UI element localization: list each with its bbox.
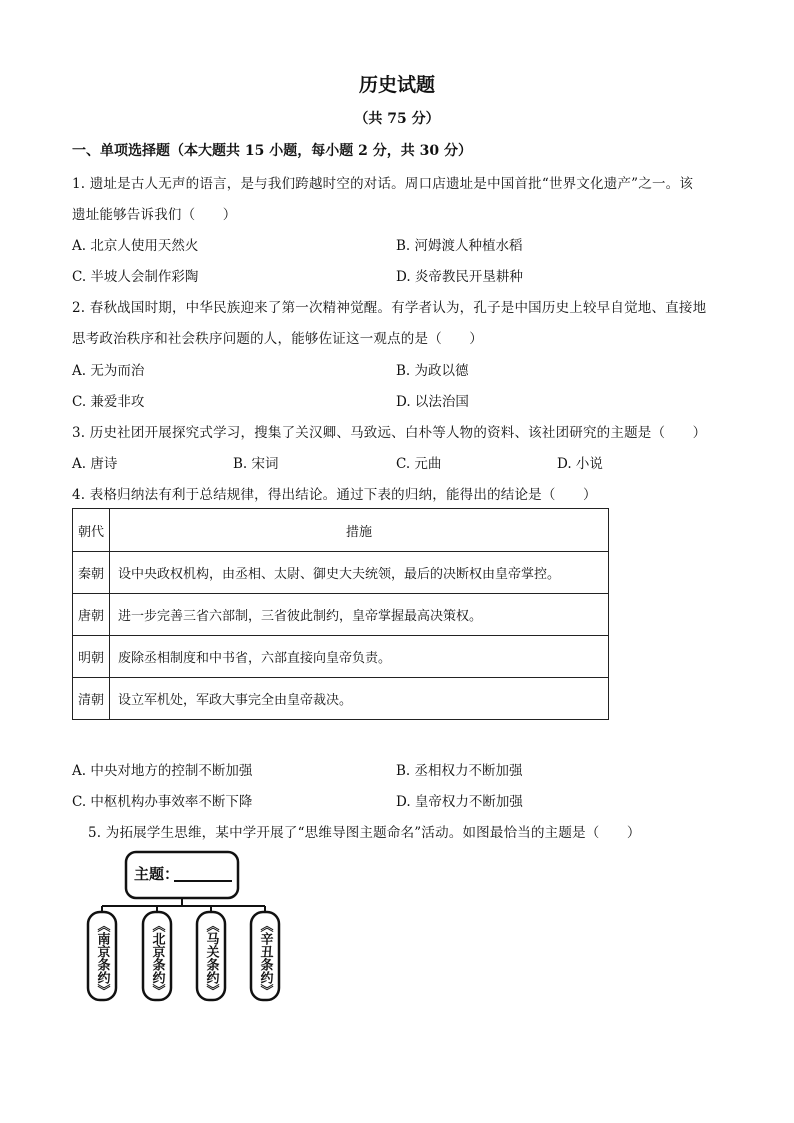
table-header-measures: 措施: [110, 509, 609, 552]
question-4-option-c[interactable]: C. 中枢机构办事效率不断下降: [72, 794, 253, 810]
table-row: [73, 636, 609, 678]
table-cell-dynasty: 明朝: [73, 636, 110, 678]
score-subtitle: （共 75 分）: [354, 111, 440, 127]
question-2-option-b[interactable]: B. 为政以德: [396, 363, 469, 379]
topic-label: 主题：: [134, 865, 180, 883]
table-cell-measure: 设立军机处，军政大事完全由皇帝裁决。: [110, 678, 609, 720]
question-5-line-1: 5. 为拓展学生思维，某中学开展了“思维导图主题命名”活动。如图最恰当的主题是（ ）: [88, 825, 641, 841]
question-2-line-2: 思考政治秩序和社会秩序问题的人，能够佐证这一观点的是（ ）: [72, 331, 483, 347]
question-4-option-b[interactable]: B. 丞相权力不断加强: [396, 763, 523, 779]
mind-map-diagram: [82, 848, 302, 1008]
table-cell-measure: 设中央政权机构，由丞相、太尉、御史大夫统领，最后的决断权由皇帝掌控。: [110, 552, 609, 594]
section-heading: 一、单项选择题（本大题共 15 小题，每小题 2 分，共 30 分）: [72, 143, 472, 159]
treaty-label-nanjing: 《南京条约》: [94, 919, 110, 997]
question-2-option-a[interactable]: A. 无为而治: [72, 363, 145, 379]
question-3-option-c[interactable]: C. 元曲: [396, 456, 442, 472]
table-row: [73, 678, 609, 720]
table-header-row: [73, 509, 609, 552]
question-2-option-c[interactable]: C. 兼爱非攻: [72, 394, 145, 410]
question-3-line-1: 3. 历史社团开展探究式学习，搜集了关汉卿、马致远、白朴等人物的资料、该社团研究的主题是（ ）: [72, 425, 707, 441]
table-cell-measure: 进一步完善三省六部制，三省彼此制约，皇帝掌握最高决策权。: [110, 594, 609, 636]
table-cell-dynasty: 唐朝: [73, 594, 110, 636]
table-row: [73, 552, 609, 594]
dynasty-measures-table: [72, 508, 609, 720]
question-3-option-d[interactable]: D. 小说: [557, 456, 603, 472]
question-1-option-d[interactable]: D. 炎帝教民开垦耕种: [396, 269, 523, 285]
question-4-line-1: 4. 表格归纳法有利于总结规律，得出结论。通过下表的归纳，能得出的结论是（ ）: [72, 487, 597, 503]
treaty-label-maguan: 《马关条约》: [203, 919, 219, 997]
page-title: 历史试题: [358, 74, 435, 96]
table-cell-measure: 废除丞相制度和中书省，六部直接向皇帝负责。: [110, 636, 609, 678]
table-header-dynasty: 朝代: [73, 509, 110, 552]
question-1-option-c[interactable]: C. 半坡人会制作彩陶: [72, 269, 199, 285]
treaty-label-beijing: 《北京条约》: [149, 919, 165, 997]
question-4-option-d[interactable]: D. 皇帝权力不断加强: [396, 794, 523, 810]
table-row: [73, 594, 609, 636]
table-cell-dynasty: 秦朝: [73, 552, 110, 594]
question-4-option-a[interactable]: A. 中央对地方的控制不断加强: [72, 763, 253, 779]
question-1-line-1: 1. 遗址是古人无声的语言，是与我们跨越时空的对话。周口店遗址是中国首批“世界文化遗产”之一。该: [72, 176, 694, 192]
question-2-line-1: 2. 春秋战国时期，中华民族迎来了第一次精神觉醒。有学者认为，孔子是中国历史上较早自觉地、直接地: [72, 300, 707, 316]
question-1-line-2: 遗址能够告诉我们（ ）: [72, 207, 237, 223]
question-3-option-b[interactable]: B. 宋词: [233, 456, 279, 472]
question-2-option-d[interactable]: D. 以法治国: [396, 394, 469, 410]
treaty-label-xinchou: 《辛丑条约》: [257, 919, 273, 997]
question-1-option-a[interactable]: A. 北京人使用天然火: [72, 238, 199, 254]
question-3-option-a[interactable]: A. 唐诗: [72, 456, 118, 472]
question-1-option-b[interactable]: B. 河姆渡人种植水稻: [396, 238, 523, 254]
table-cell-dynasty: 清朝: [73, 678, 110, 720]
